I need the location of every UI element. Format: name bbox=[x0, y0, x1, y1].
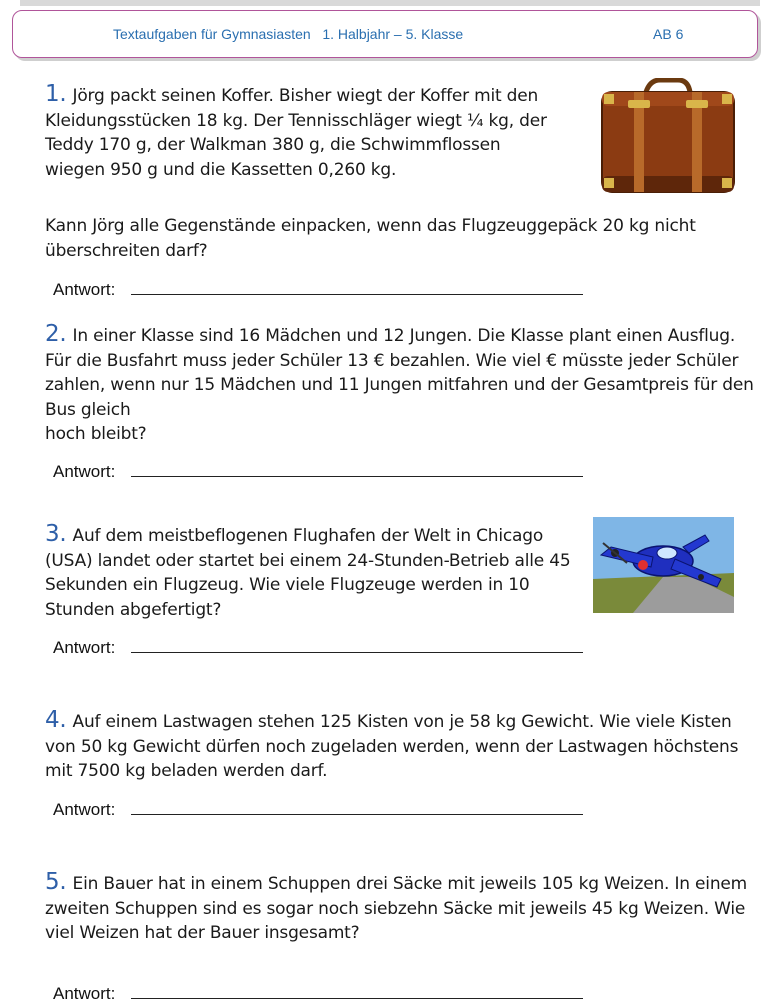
task-2-text bbox=[45, 322, 760, 422]
suitcase-illustration bbox=[598, 78, 738, 196]
answer-label: Antwort: bbox=[53, 638, 116, 657]
task-text: Jörg packt seinen Koffer. Bisher wiegt der Koffer mit den Kleidungsstücken 18 kg. Der Tennisschläger wiegt ¼ kg, der Teddy 170 g, der Walkman 380 g, die Schwimmflossen wiegen 950 g und die Kassetten 0,260 kg. bbox=[45, 86, 547, 180]
task-3 bbox=[45, 522, 585, 622]
task-5 bbox=[45, 870, 760, 946]
answer-label: Antwort: bbox=[53, 800, 116, 819]
answer-underline bbox=[131, 294, 583, 295]
answer-line-1[interactable] bbox=[53, 280, 115, 300]
task-question: Kann Jörg alle Gegenstände einpacken, wenn das Flugzeuggepäck 20 kg nicht überschreiten darf? bbox=[45, 216, 696, 261]
answer-label: Antwort: bbox=[53, 984, 116, 1003]
task-3-text bbox=[45, 522, 585, 622]
answer-underline bbox=[131, 998, 583, 999]
worksheet-header bbox=[12, 10, 758, 58]
task-1-text bbox=[45, 82, 565, 182]
answer-line-3[interactable] bbox=[53, 638, 115, 658]
task-number: 3. bbox=[45, 521, 67, 547]
answer-underline bbox=[131, 476, 583, 477]
task-5-text bbox=[45, 870, 760, 946]
task-1 bbox=[45, 82, 565, 182]
task-text: Ein Bauer hat in einem Schuppen drei Säcke mit jeweils 105 kg Weizen. In einem zweiten Schuppen sind es sogar noch siebzehn Säcke mit jeweils 45 kg Weizen. Wie viel Weizen hat der Bauer insgesamt? bbox=[45, 874, 748, 943]
answer-line-2[interactable] bbox=[53, 462, 115, 482]
header-sheet-number: AB 6 bbox=[653, 26, 684, 42]
answer-line-4[interactable] bbox=[53, 800, 115, 820]
task-4 bbox=[45, 708, 760, 784]
task-number: 1. bbox=[45, 81, 67, 107]
answer-underline bbox=[131, 814, 583, 815]
task-text: Auf dem meistbeflogenen Flughafen der Welt in Chicago (USA) landet oder startet bei einem 24-Stunden-Betrieb alle 45 Sekunden ein Flugzeug. Wie viele Flugzeuge werden in 10 Stunden abgefertigt? bbox=[45, 526, 571, 620]
task-text: Auf einem Lastwagen stehen 125 Kisten von je 58 kg Gewicht. Wie viele Kisten von 50 kg Gewicht dürfen noch zugeladen werden, wenn der Lastwagen höchstens mit 7500 kg beladen werden darf. bbox=[45, 712, 739, 781]
header-title: Textaufgaben für Gymnasiasten 1. Halbjahr – 5. Klasse bbox=[113, 26, 464, 42]
task-1-question bbox=[45, 214, 755, 263]
task-4-text bbox=[45, 708, 760, 784]
task-2 bbox=[45, 322, 760, 447]
top-decoration-bar bbox=[20, 0, 760, 6]
task-text-end: hoch bleibt? bbox=[45, 424, 147, 444]
task-text: In einer Klasse sind 16 Mädchen und 12 Jungen. Die Klasse plant einen Ausflug. Für die Busfahrt muss jeder Schüler 13 € bezahlen. Wie viel € müsste jeder Schüler zahlen, wenn nur 15 Mädchen und 11 Jungen mitfahren und der Gesamtpreis für den Bus gleich bbox=[45, 326, 754, 420]
airplane-illustration bbox=[593, 517, 734, 613]
answer-label: Antwort: bbox=[53, 462, 116, 481]
task-number: 2. bbox=[45, 321, 67, 347]
answer-line-5[interactable] bbox=[53, 984, 115, 1004]
answer-label: Antwort: bbox=[53, 280, 116, 299]
task-number: 4. bbox=[45, 707, 67, 733]
task-number: 5. bbox=[45, 869, 67, 895]
answer-underline bbox=[131, 652, 583, 653]
